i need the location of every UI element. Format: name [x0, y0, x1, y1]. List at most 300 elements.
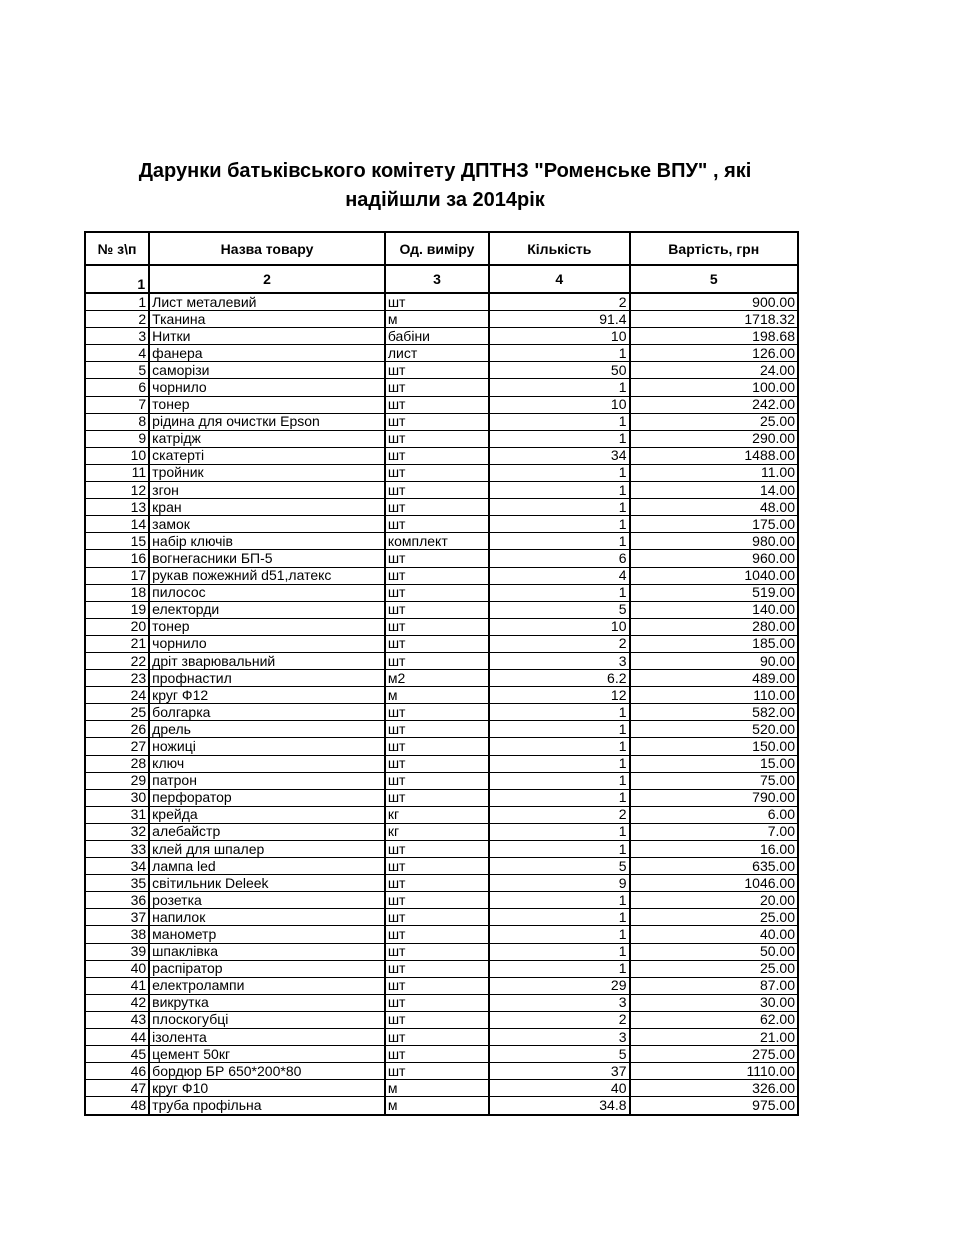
item-quantity: 1 — [489, 943, 629, 960]
item-unit: шт — [385, 704, 489, 721]
item-name: труба профільна — [149, 1097, 385, 1115]
header-quantity: Кількість — [489, 232, 629, 265]
item-unit: шт — [385, 892, 489, 909]
title-line-2: надійшли за 2014рік — [345, 189, 545, 211]
table-row — [85, 823, 798, 840]
item-cost: 1718.32 — [630, 311, 799, 328]
item-unit: шт — [385, 1063, 489, 1080]
item-name: світильник Deleek — [149, 875, 385, 892]
item-cost: 30.00 — [630, 994, 799, 1011]
item-unit: шт — [385, 652, 489, 669]
item-cost: 975.00 — [630, 1097, 799, 1115]
item-name: патрон — [149, 772, 385, 789]
item-cost: 980.00 — [630, 533, 799, 550]
item-unit: шт — [385, 738, 489, 755]
table-row — [85, 858, 798, 875]
item-unit: шт — [385, 618, 489, 635]
item-unit: шт — [385, 413, 489, 430]
table-row — [85, 413, 798, 430]
row-number: 15 — [85, 533, 149, 550]
row-number: 34 — [85, 858, 149, 875]
row-number: 12 — [85, 482, 149, 499]
item-cost: 635.00 — [630, 858, 799, 875]
item-name: викрутка — [149, 994, 385, 1011]
item-unit: шт — [385, 516, 489, 533]
item-quantity: 1 — [489, 413, 629, 430]
gifts-table — [84, 231, 799, 1116]
row-number: 35 — [85, 875, 149, 892]
row-number: 3 — [85, 328, 149, 345]
row-number: 41 — [85, 977, 149, 994]
row-number: 27 — [85, 738, 149, 755]
item-name: ізолента — [149, 1029, 385, 1046]
table-body — [85, 293, 798, 1115]
item-cost: 16.00 — [630, 841, 799, 858]
item-cost: 790.00 — [630, 789, 799, 806]
item-name: чорнило — [149, 379, 385, 396]
item-name: фанера — [149, 345, 385, 362]
item-unit: кг — [385, 823, 489, 840]
item-quantity: 1 — [489, 909, 629, 926]
item-quantity: 1 — [489, 516, 629, 533]
item-unit: шт — [385, 858, 489, 875]
item-name: крейда — [149, 806, 385, 823]
row-number: 25 — [85, 704, 149, 721]
item-unit: шт — [385, 1029, 489, 1046]
item-cost: 275.00 — [630, 1046, 799, 1063]
item-cost: 280.00 — [630, 618, 799, 635]
table-row — [85, 584, 798, 601]
table-row — [85, 772, 798, 789]
row-number: 43 — [85, 1011, 149, 1028]
item-unit: шт — [385, 960, 489, 977]
item-name: скатерті — [149, 447, 385, 464]
item-cost: 25.00 — [630, 960, 799, 977]
item-name: лампа led — [149, 858, 385, 875]
item-cost: 48.00 — [630, 499, 799, 516]
item-unit: шт — [385, 755, 489, 772]
row-number: 31 — [85, 806, 149, 823]
item-unit: шт — [385, 977, 489, 994]
item-name: згон — [149, 482, 385, 499]
item-cost: 25.00 — [630, 909, 799, 926]
table-row — [85, 601, 798, 618]
item-cost: 25.00 — [630, 413, 799, 430]
item-unit: м2 — [385, 670, 489, 687]
column-number: 4 — [489, 265, 629, 293]
column-number: 1 — [85, 265, 149, 293]
item-quantity: 1 — [489, 755, 629, 772]
header-item-name: Назва товару — [149, 232, 385, 265]
item-cost: 140.00 — [630, 601, 799, 618]
item-cost: 175.00 — [630, 516, 799, 533]
item-quantity: 1 — [489, 482, 629, 499]
item-cost: 11.00 — [630, 464, 799, 481]
column-number: 5 — [630, 265, 799, 293]
item-unit: шт — [385, 994, 489, 1011]
table-row — [85, 550, 798, 567]
title-line-1: Дарунки батьківського комітету ДПТНЗ "Роменське ВПУ" , які — [138, 160, 752, 182]
item-unit: шт — [385, 396, 489, 413]
item-name: тонер — [149, 618, 385, 635]
item-name: Лист металевий — [149, 293, 385, 311]
item-quantity: 1 — [489, 960, 629, 977]
table-row — [85, 1097, 798, 1115]
row-number: 17 — [85, 567, 149, 584]
row-number: 19 — [85, 601, 149, 618]
item-name: бордюр БР 650*200*80 — [149, 1063, 385, 1080]
item-name: распіратор — [149, 960, 385, 977]
header-number: № з\п — [85, 232, 149, 265]
item-unit: шт — [385, 601, 489, 618]
item-quantity: 10 — [489, 396, 629, 413]
row-number: 22 — [85, 652, 149, 669]
row-number: 18 — [85, 584, 149, 601]
item-cost: 1110.00 — [630, 1063, 799, 1080]
table-row — [85, 311, 798, 328]
item-quantity: 2 — [489, 635, 629, 652]
table-row — [85, 567, 798, 584]
item-name: розетка — [149, 892, 385, 909]
item-quantity: 1 — [489, 823, 629, 840]
item-cost: 582.00 — [630, 704, 799, 721]
item-cost: 242.00 — [630, 396, 799, 413]
item-name: плоскогубці — [149, 1011, 385, 1028]
row-number: 8 — [85, 413, 149, 430]
item-cost: 900.00 — [630, 293, 799, 311]
item-quantity: 34 — [489, 447, 629, 464]
item-unit: шт — [385, 567, 489, 584]
item-name: рукав пожежний d51,латекс — [149, 567, 385, 584]
column-number-row — [85, 265, 798, 293]
item-quantity: 91.4 — [489, 311, 629, 328]
item-quantity: 1 — [489, 892, 629, 909]
row-number: 42 — [85, 994, 149, 1011]
row-number: 13 — [85, 499, 149, 516]
table-row — [85, 1029, 798, 1046]
item-quantity: 1 — [489, 721, 629, 738]
row-number: 39 — [85, 943, 149, 960]
item-cost: 1046.00 — [630, 875, 799, 892]
table-row — [85, 447, 798, 464]
item-name: шпаклівка — [149, 943, 385, 960]
item-name: цемент 50кг — [149, 1046, 385, 1063]
item-name: тонер — [149, 396, 385, 413]
item-quantity: 5 — [489, 601, 629, 618]
item-name: рідина для очистки Epson — [149, 413, 385, 430]
row-number: 7 — [85, 396, 149, 413]
item-name: Нитки — [149, 328, 385, 345]
row-number: 10 — [85, 447, 149, 464]
table-row — [85, 892, 798, 909]
row-number: 20 — [85, 618, 149, 635]
item-cost: 62.00 — [630, 1011, 799, 1028]
item-unit: шт — [385, 550, 489, 567]
item-unit: комплект — [385, 533, 489, 550]
item-quantity: 1 — [489, 379, 629, 396]
item-unit: шт — [385, 362, 489, 379]
item-quantity: 9 — [489, 875, 629, 892]
item-cost: 14.00 — [630, 482, 799, 499]
row-number: 32 — [85, 823, 149, 840]
item-name: Тканина — [149, 311, 385, 328]
row-number: 38 — [85, 926, 149, 943]
item-cost: 519.00 — [630, 584, 799, 601]
row-number: 28 — [85, 755, 149, 772]
item-name: електорди — [149, 601, 385, 618]
item-quantity: 29 — [489, 977, 629, 994]
table-row — [85, 994, 798, 1011]
row-number: 14 — [85, 516, 149, 533]
item-cost: 7.00 — [630, 823, 799, 840]
header-unit: Од. виміру — [385, 232, 489, 265]
table-row — [85, 721, 798, 738]
item-name: тройник — [149, 464, 385, 481]
item-quantity: 1 — [489, 772, 629, 789]
item-quantity: 1 — [489, 345, 629, 362]
item-cost: 150.00 — [630, 738, 799, 755]
item-unit: кг — [385, 806, 489, 823]
row-number: 16 — [85, 550, 149, 567]
table-header-row — [85, 232, 798, 265]
item-unit: шт — [385, 875, 489, 892]
item-unit: шт — [385, 482, 489, 499]
table-row — [85, 464, 798, 481]
item-cost: 126.00 — [630, 345, 799, 362]
row-number: 37 — [85, 909, 149, 926]
row-number: 36 — [85, 892, 149, 909]
row-number: 1 — [85, 293, 149, 311]
item-name: саморізи — [149, 362, 385, 379]
table-row — [85, 738, 798, 755]
item-cost: 15.00 — [630, 755, 799, 772]
row-number: 26 — [85, 721, 149, 738]
table-row — [85, 960, 798, 977]
item-unit: шт — [385, 635, 489, 652]
table-row — [85, 328, 798, 345]
item-unit: шт — [385, 1011, 489, 1028]
item-unit: шт — [385, 1046, 489, 1063]
item-name: дріт зварювальний — [149, 652, 385, 669]
table-row — [85, 516, 798, 533]
table-row — [85, 652, 798, 669]
item-name: замок — [149, 516, 385, 533]
item-unit: шт — [385, 909, 489, 926]
row-number: 24 — [85, 687, 149, 704]
row-number: 21 — [85, 635, 149, 652]
item-quantity: 1 — [489, 584, 629, 601]
row-number: 47 — [85, 1080, 149, 1097]
item-cost: 24.00 — [630, 362, 799, 379]
item-unit: шт — [385, 447, 489, 464]
item-quantity: 1 — [489, 499, 629, 516]
item-quantity: 10 — [489, 618, 629, 635]
item-unit: шт — [385, 943, 489, 960]
item-quantity: 6.2 — [489, 670, 629, 687]
item-name: круг Ф12 — [149, 687, 385, 704]
item-unit: шт — [385, 926, 489, 943]
item-cost: 290.00 — [630, 430, 799, 447]
table-row — [85, 841, 798, 858]
item-cost: 185.00 — [630, 635, 799, 652]
item-name: катрідж — [149, 430, 385, 447]
item-name: болгарка — [149, 704, 385, 721]
row-number: 40 — [85, 960, 149, 977]
table-row — [85, 362, 798, 379]
document-title — [60, 157, 830, 215]
item-cost: 50.00 — [630, 943, 799, 960]
column-number: 2 — [149, 265, 385, 293]
item-quantity: 1 — [489, 430, 629, 447]
item-quantity: 1 — [489, 464, 629, 481]
item-cost: 87.00 — [630, 977, 799, 994]
row-number: 6 — [85, 379, 149, 396]
item-quantity: 1 — [489, 533, 629, 550]
item-quantity: 3 — [489, 994, 629, 1011]
table-row — [85, 618, 798, 635]
table-row — [85, 704, 798, 721]
table-row — [85, 499, 798, 516]
item-quantity: 2 — [489, 806, 629, 823]
item-name: дрель — [149, 721, 385, 738]
table-row — [85, 909, 798, 926]
item-cost: 75.00 — [630, 772, 799, 789]
row-number: 30 — [85, 789, 149, 806]
row-number: 4 — [85, 345, 149, 362]
item-quantity: 1 — [489, 841, 629, 858]
table-row — [85, 1011, 798, 1028]
item-unit: м — [385, 311, 489, 328]
item-name: вогнегасники БП-5 — [149, 550, 385, 567]
item-name: манометр — [149, 926, 385, 943]
item-cost: 21.00 — [630, 1029, 799, 1046]
table-row — [85, 1046, 798, 1063]
item-unit: шт — [385, 721, 489, 738]
item-name: профнастил — [149, 670, 385, 687]
table-row — [85, 482, 798, 499]
row-number: 9 — [85, 430, 149, 447]
table-row — [85, 977, 798, 994]
item-unit: бабіни — [385, 328, 489, 345]
table-row — [85, 396, 798, 413]
item-cost: 100.00 — [630, 379, 799, 396]
table-row — [85, 1080, 798, 1097]
table-row — [85, 533, 798, 550]
item-unit: шт — [385, 789, 489, 806]
item-quantity: 37 — [489, 1063, 629, 1080]
row-number: 29 — [85, 772, 149, 789]
table-row — [85, 345, 798, 362]
table-row — [85, 1063, 798, 1080]
table-row — [85, 789, 798, 806]
item-quantity: 2 — [489, 293, 629, 311]
item-cost: 90.00 — [630, 652, 799, 669]
table-row — [85, 943, 798, 960]
item-unit: м — [385, 1097, 489, 1115]
item-unit: лист — [385, 345, 489, 362]
row-number: 46 — [85, 1063, 149, 1080]
item-name: клей для шпалер — [149, 841, 385, 858]
item-quantity: 50 — [489, 362, 629, 379]
column-number: 3 — [385, 265, 489, 293]
item-name: ключ — [149, 755, 385, 772]
row-number: 2 — [85, 311, 149, 328]
item-unit: шт — [385, 430, 489, 447]
item-name: електролампи — [149, 977, 385, 994]
item-name: ножиці — [149, 738, 385, 755]
item-quantity: 10 — [489, 328, 629, 345]
item-cost: 1488.00 — [630, 447, 799, 464]
table-row — [85, 755, 798, 772]
row-number: 48 — [85, 1097, 149, 1115]
row-number: 33 — [85, 841, 149, 858]
item-name: напилок — [149, 909, 385, 926]
table-row — [85, 687, 798, 704]
item-unit: м — [385, 1080, 489, 1097]
item-quantity: 12 — [489, 687, 629, 704]
item-quantity: 40 — [489, 1080, 629, 1097]
item-name: алебайстр — [149, 823, 385, 840]
table-row — [85, 293, 798, 311]
item-quantity: 6 — [489, 550, 629, 567]
header-cost: Вартість, грн — [630, 232, 799, 265]
item-cost: 40.00 — [630, 926, 799, 943]
item-quantity: 34.8 — [489, 1097, 629, 1115]
item-quantity: 5 — [489, 858, 629, 875]
item-quantity: 1 — [489, 704, 629, 721]
item-quantity: 3 — [489, 652, 629, 669]
item-unit: шт — [385, 464, 489, 481]
item-name: кран — [149, 499, 385, 516]
item-name: набір ключів — [149, 533, 385, 550]
item-unit: шт — [385, 379, 489, 396]
table-row — [85, 635, 798, 652]
item-quantity: 1 — [489, 738, 629, 755]
item-unit: шт — [385, 584, 489, 601]
item-cost: 110.00 — [630, 687, 799, 704]
row-number: 5 — [85, 362, 149, 379]
item-unit: шт — [385, 293, 489, 311]
item-cost: 1040.00 — [630, 567, 799, 584]
row-number: 11 — [85, 464, 149, 481]
item-quantity: 3 — [489, 1029, 629, 1046]
item-cost: 20.00 — [630, 892, 799, 909]
table-row — [85, 926, 798, 943]
item-cost: 326.00 — [630, 1080, 799, 1097]
item-cost: 489.00 — [630, 670, 799, 687]
item-name: круг Ф10 — [149, 1080, 385, 1097]
item-unit: шт — [385, 841, 489, 858]
item-name: перфоратор — [149, 789, 385, 806]
item-cost: 198.68 — [630, 328, 799, 345]
item-unit: шт — [385, 499, 489, 516]
item-name: чорнило — [149, 635, 385, 652]
item-name: пилосос — [149, 584, 385, 601]
item-quantity: 5 — [489, 1046, 629, 1063]
item-unit: м — [385, 687, 489, 704]
table-row — [85, 670, 798, 687]
item-unit: шт — [385, 772, 489, 789]
item-quantity: 1 — [489, 926, 629, 943]
item-cost: 6.00 — [630, 806, 799, 823]
table-row — [85, 875, 798, 892]
item-quantity: 1 — [489, 789, 629, 806]
row-number: 23 — [85, 670, 149, 687]
item-cost: 520.00 — [630, 721, 799, 738]
table-row — [85, 806, 798, 823]
table-row — [85, 430, 798, 447]
row-number: 45 — [85, 1046, 149, 1063]
